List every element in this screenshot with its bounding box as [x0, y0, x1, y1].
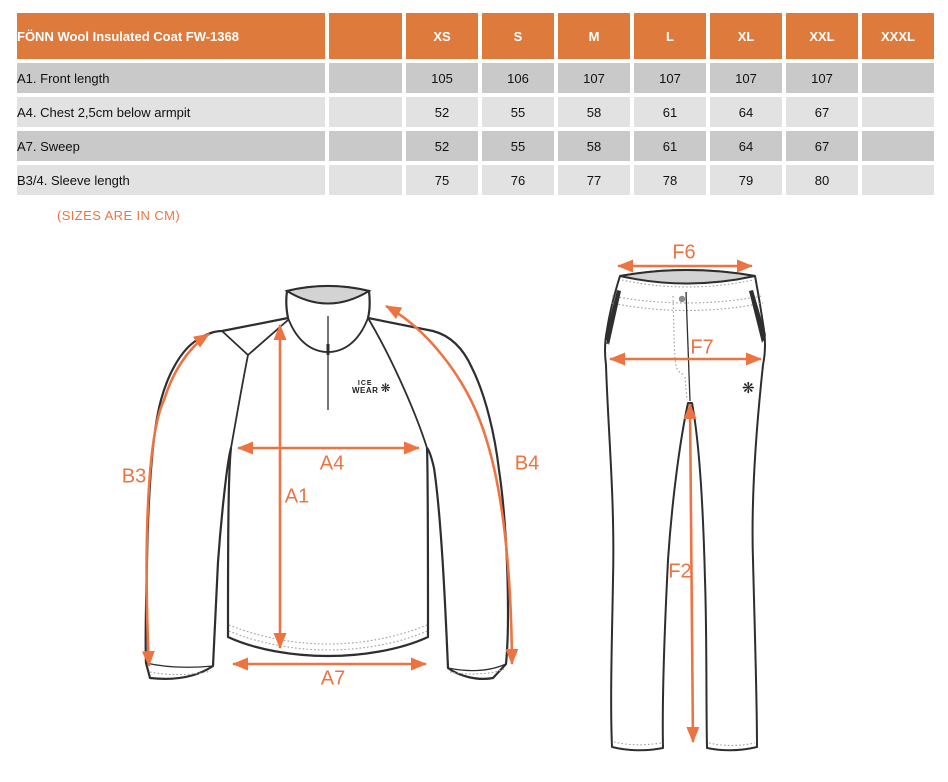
icewear-logo-text — [352, 380, 378, 395]
measurement-value-cell: 58 — [558, 131, 630, 161]
measurement-diagram — [0, 240, 948, 782]
pants-drawing — [605, 266, 766, 750]
blank-cell — [329, 131, 402, 161]
size-column-header: XL — [710, 13, 782, 59]
jacket-drawing — [146, 286, 512, 679]
measurement-label-cell: B3/4. Sleeve length — [17, 165, 325, 195]
blank-cell — [329, 97, 402, 127]
size-chart-table — [13, 9, 938, 199]
measurement-value-cell: 75 — [406, 165, 478, 195]
size-column-header: M — [558, 13, 630, 59]
label-a7: A7 — [320, 667, 346, 690]
label-a4: A4 — [319, 452, 345, 475]
measurement-label-cell: A7. Sweep — [17, 131, 325, 161]
snowflake-icon: ❋ — [742, 380, 755, 397]
measurement-value-cell: 64 — [710, 131, 782, 161]
measurement-value-cell: 79 — [710, 165, 782, 195]
measurement-value-cell: 107 — [710, 63, 782, 93]
size-column-header: S — [482, 13, 554, 59]
measurement-value-cell — [862, 131, 934, 161]
label-f7: F7 — [690, 336, 714, 359]
measurement-value-cell: 61 — [634, 131, 706, 161]
measurement-label-cell: A4. Chest 2,5cm below armpit — [17, 97, 325, 127]
measurement-value-cell: 106 — [482, 63, 554, 93]
product-title: FÖNN Wool Insulated Coat FW-1368 — [17, 13, 325, 59]
measurement-value-cell: 78 — [634, 165, 706, 195]
table-row — [17, 165, 934, 195]
measurement-value-cell: 67 — [786, 97, 858, 127]
measurement-value-cell: 64 — [710, 97, 782, 127]
measurement-value-cell: 55 — [482, 97, 554, 127]
table-row — [17, 63, 934, 93]
measurement-value-cell: 61 — [634, 97, 706, 127]
size-column-header: XS — [406, 13, 478, 59]
table-row — [17, 97, 934, 127]
table-header-row — [17, 13, 934, 59]
measurement-value-cell — [862, 63, 934, 93]
snowflake-icon: ❋ — [380, 380, 391, 395]
waist-button — [679, 296, 685, 302]
measurement-value-cell: 105 — [406, 63, 478, 93]
measurement-value-cell: 77 — [558, 165, 630, 195]
sizes-unit-note: (SIZES ARE IN CM) — [57, 208, 181, 223]
icewear-logo — [352, 380, 391, 395]
measurement-value-cell: 55 — [482, 131, 554, 161]
measurement-value-cell: 52 — [406, 131, 478, 161]
label-f6: F6 — [672, 241, 696, 264]
size-column-header: XXXL — [862, 13, 934, 59]
measurement-value-cell: 107 — [786, 63, 858, 93]
measurement-value-cell: 58 — [558, 97, 630, 127]
label-b4: B4 — [514, 452, 540, 475]
blank-cell — [329, 165, 402, 195]
measurement-value-cell: 76 — [482, 165, 554, 195]
size-chart-body — [17, 63, 934, 195]
measurement-value-cell: 107 — [558, 63, 630, 93]
measurement-value-cell — [862, 97, 934, 127]
measurement-value-cell: 107 — [634, 63, 706, 93]
measurement-label-cell: A1. Front length — [17, 63, 325, 93]
size-column-header: L — [634, 13, 706, 59]
blank-cell — [329, 63, 402, 93]
label-b3: B3 — [121, 465, 147, 488]
logo-line-2: WEAR — [352, 386, 379, 395]
measurement-value-cell: 67 — [786, 131, 858, 161]
label-f2: F2 — [668, 560, 692, 583]
measurement-value-cell: 80 — [786, 165, 858, 195]
size-column-header: XXL — [786, 13, 858, 59]
label-a1: A1 — [284, 485, 310, 508]
table-row — [17, 131, 934, 161]
blank-header-cell — [329, 13, 402, 59]
logo-line-1: ICE — [357, 380, 373, 387]
measurement-value-cell: 52 — [406, 97, 478, 127]
pants-outline — [605, 270, 765, 750]
measurement-value-cell — [862, 165, 934, 195]
